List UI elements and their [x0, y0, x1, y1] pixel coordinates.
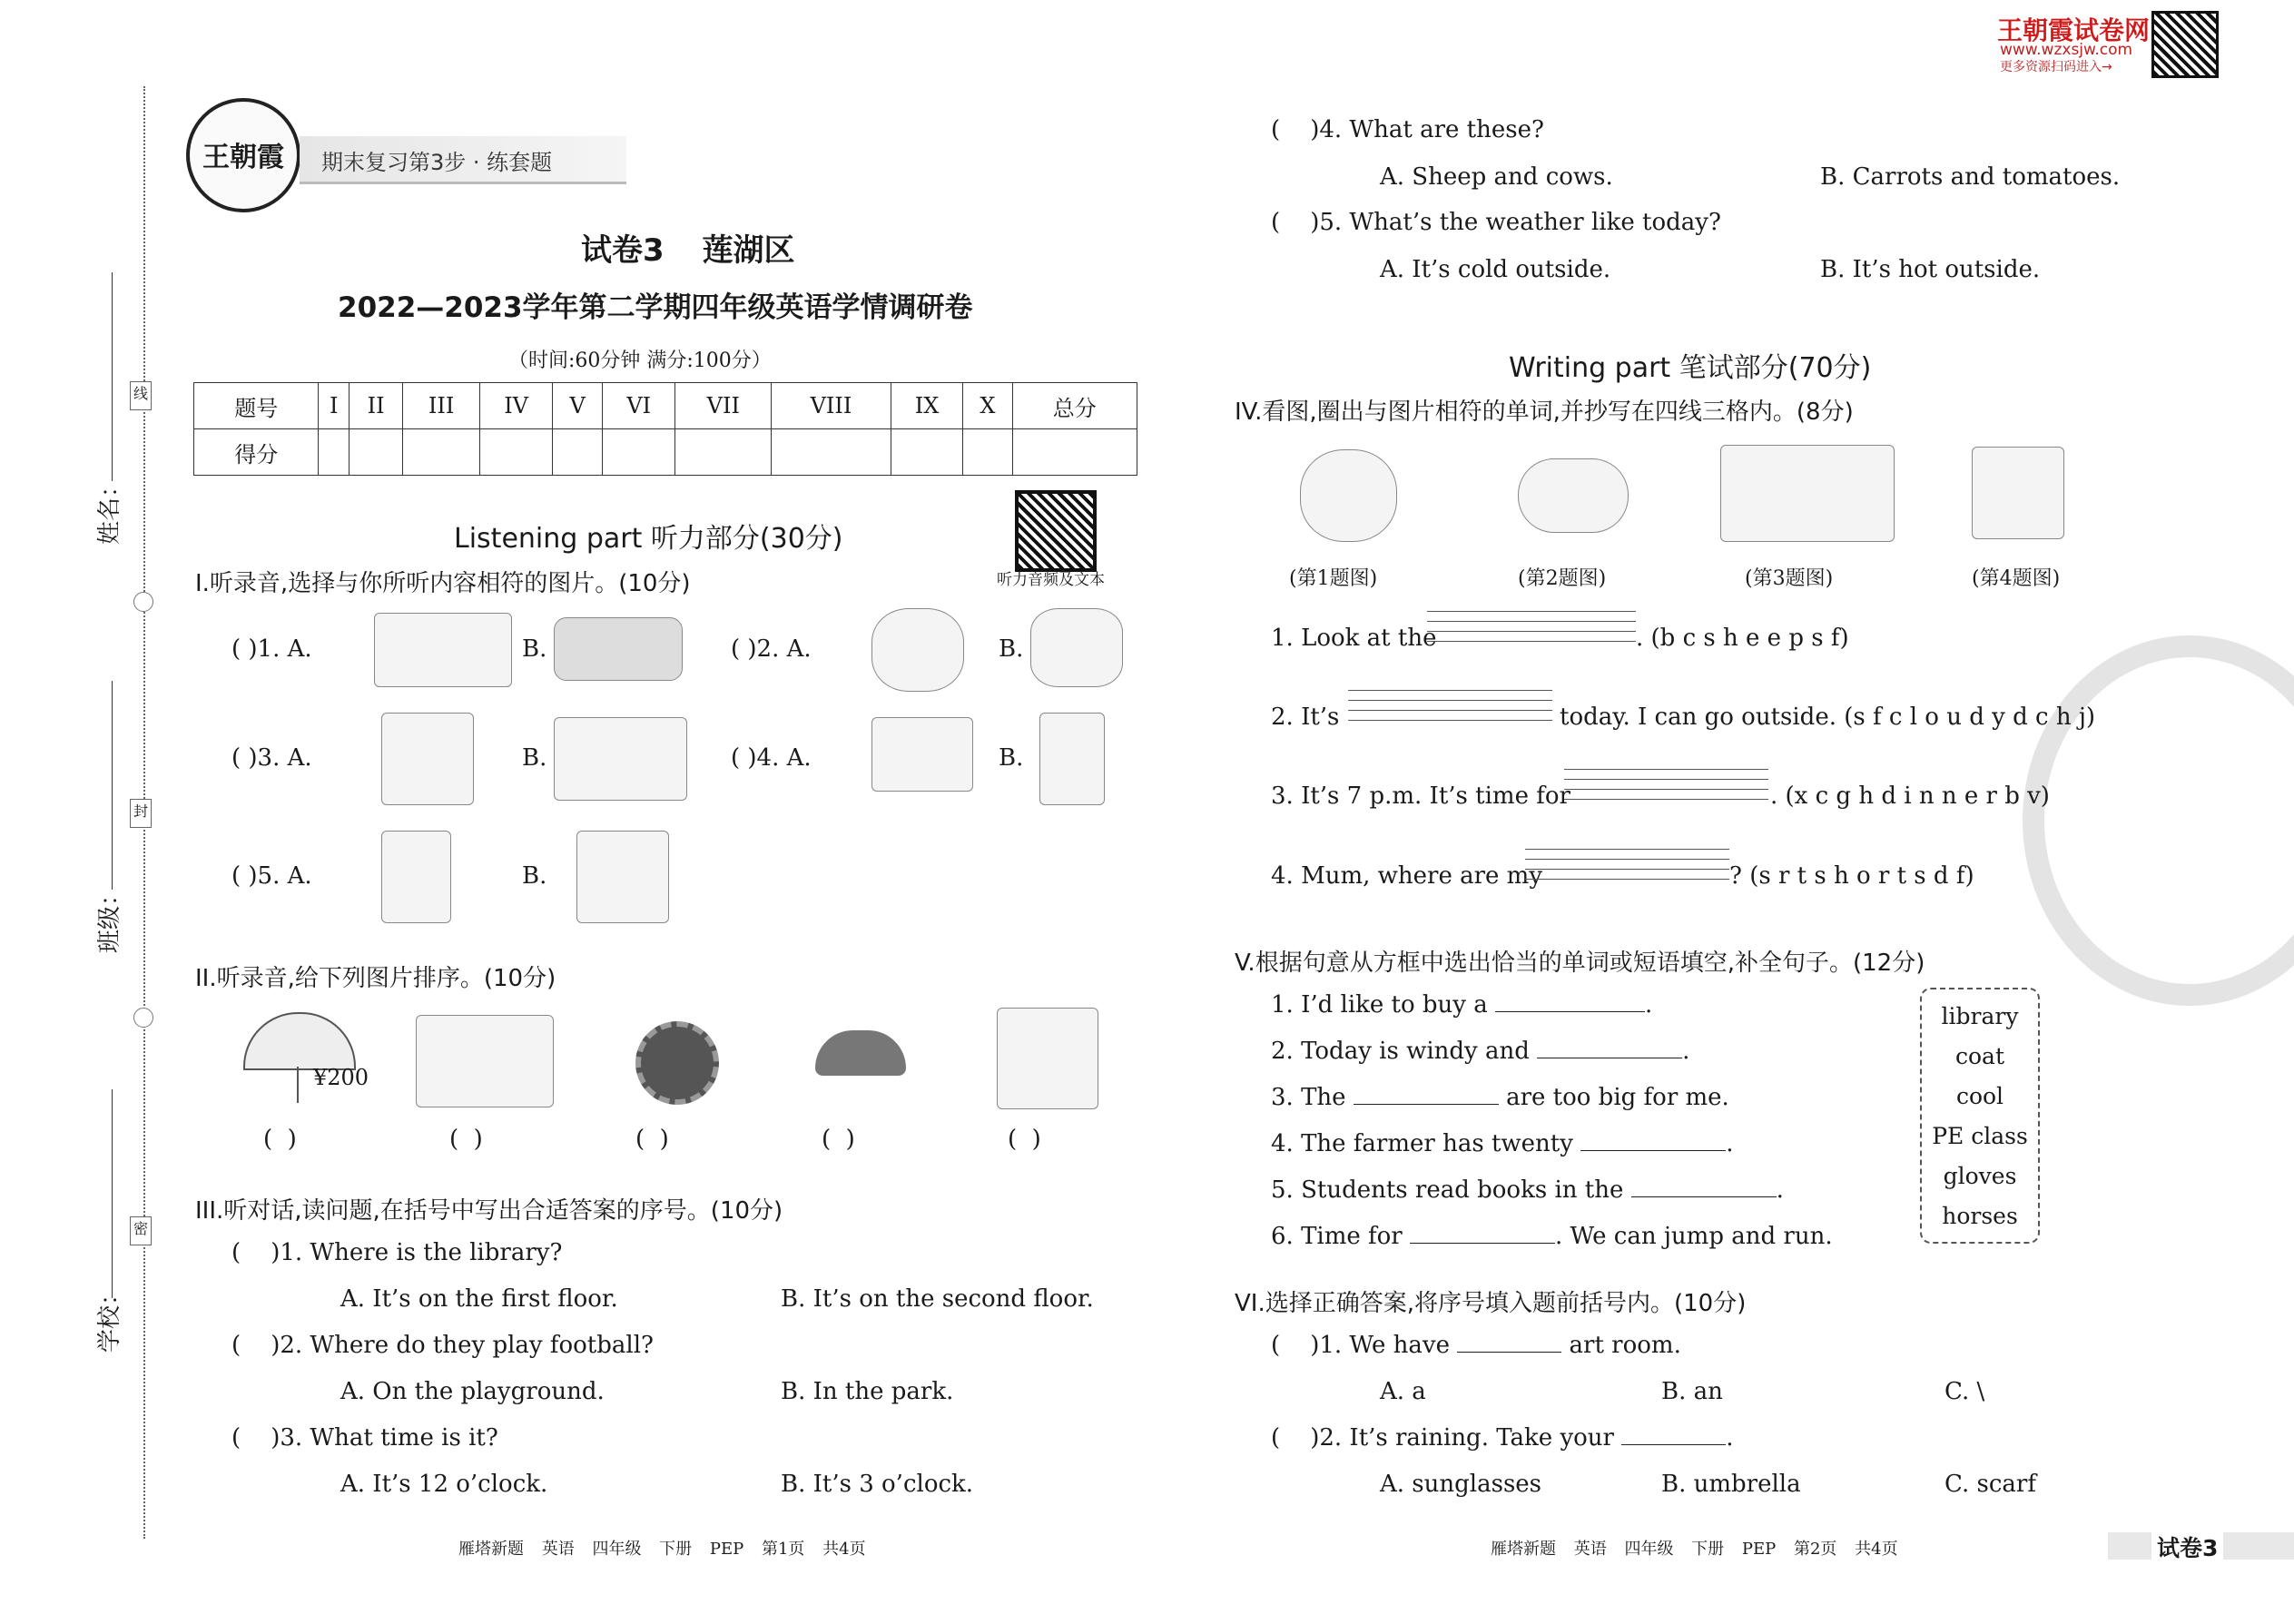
s6-q1-post: art room.	[1569, 1332, 1681, 1359]
score-header-cell: IX	[891, 383, 963, 429]
s3-q5-b: B. It’s hot outside.	[1820, 256, 2041, 283]
word-box-item: horses	[1942, 1203, 2018, 1229]
s5-item6	[1271, 1223, 1833, 1250]
word-box-item: gloves	[1943, 1163, 2017, 1189]
s5-item1-blank[interactable]	[1495, 1011, 1645, 1012]
s5-item3-blank[interactable]	[1354, 1104, 1499, 1105]
watermark-qr-icon	[2151, 11, 2219, 78]
dinner-picture	[1720, 445, 1895, 542]
sidebar-line-marker: 线	[130, 381, 152, 410]
s5-item3-pre: 3. The	[1271, 1084, 1346, 1111]
score-table	[193, 382, 1137, 476]
s4-item3-writing-lines[interactable]	[1564, 760, 1768, 800]
score-table-header-row	[194, 383, 1137, 429]
s4-item4-writing-lines[interactable]	[1525, 840, 1729, 880]
school-label: 学校：	[96, 1281, 123, 1353]
s3-q2-b: B. In the park.	[781, 1378, 954, 1405]
s5-item4	[1271, 1130, 1733, 1157]
seal-watermark	[2023, 635, 2294, 1006]
cloudy-picture	[1518, 458, 1629, 533]
socks-picture	[381, 831, 451, 923]
caption-3: (第3题图)	[1745, 567, 1834, 590]
s5-item4-blank[interactable]	[1580, 1150, 1726, 1151]
s5-item3	[1271, 1084, 1729, 1111]
s5-item1	[1271, 991, 1652, 1019]
name-field[interactable]	[112, 272, 113, 481]
s3-q4: ( )4. What are these?	[1271, 116, 1544, 143]
sheep-picture	[1300, 449, 1397, 542]
s6-q2	[1271, 1424, 1734, 1452]
score-header-cell: V	[553, 383, 603, 429]
word-box-item: library	[1941, 1003, 2019, 1029]
s1-item4-label: ( )4. A.	[731, 744, 812, 772]
score-header-cell: VII	[675, 383, 772, 429]
s2-bracket-3[interactable]: ( )	[635, 1126, 669, 1153]
s5-item5-post: .	[1776, 1176, 1784, 1204]
score-header-cell: 题号	[194, 383, 319, 429]
s3-q1-b: B. It’s on the second floor.	[781, 1285, 1094, 1313]
s3-q4-a: A. Sheep and cows.	[1380, 163, 1613, 191]
s6-q2-b: B. umbrella	[1661, 1471, 1801, 1498]
s2-bracket-2[interactable]: ( )	[449, 1126, 483, 1153]
s3-q3-a: A. It’s 12 o’clock.	[340, 1471, 548, 1498]
s1-item2-label: ( )2. A.	[731, 635, 812, 663]
s1-item5-label: ( )5. A.	[231, 862, 312, 890]
s4-item1-pre: 1. Look at the	[1271, 625, 1437, 652]
sidebar-circle-1	[133, 592, 153, 612]
footer-tag: 试卷3	[2151, 1530, 2223, 1563]
hens-picture	[997, 1008, 1098, 1109]
brand-logo-text: 王朝霞	[202, 142, 284, 173]
section-5-title: V.根据句意从方框中选出恰当的单词或短语填空,补全句子。(12分)	[1235, 950, 1925, 977]
s3-q4-b: B. Carrots and tomatoes.	[1820, 163, 2121, 191]
footer-right: 雁塔新题 英语 四年级 下册 PEP 第2页 共4页	[1491, 1540, 1898, 1559]
s4-item4-pre: 4. Mum, where are my	[1271, 862, 1543, 890]
score-header-cell: 总分	[1012, 383, 1137, 429]
s5-item2-post: .	[1682, 1038, 1690, 1065]
s6-q1-blank[interactable]	[1457, 1352, 1561, 1353]
exam-title: 试卷3 莲湖区	[581, 232, 795, 269]
score-cell[interactable]	[603, 429, 675, 476]
section-1-title: I.听录音,选择与你所听内容相符的图片。(10分)	[195, 570, 691, 597]
s3-q1: ( )1. Where is the library?	[231, 1239, 563, 1266]
s6-q2-a: A. sunglasses	[1380, 1471, 1542, 1498]
score-cell[interactable]	[963, 429, 1012, 476]
s3-q5-a: A. It’s cold outside.	[1380, 256, 1611, 283]
score-header-cell: X	[963, 383, 1012, 429]
store-picture	[416, 1015, 554, 1107]
s6-q2-post: .	[1726, 1424, 1734, 1452]
umbrella-price: ¥200	[313, 1065, 369, 1090]
score-cell[interactable]	[403, 429, 480, 476]
score-cell[interactable]	[891, 429, 963, 476]
score-cell[interactable]	[675, 429, 772, 476]
s2-bracket-5[interactable]: ( )	[1008, 1126, 1041, 1153]
s5-item2	[1271, 1038, 1689, 1065]
watermark-brand: 王朝霞试卷网	[1997, 15, 2151, 45]
tagline-banner	[300, 136, 626, 184]
hat-picture	[815, 1030, 906, 1076]
score-cell[interactable]	[1012, 429, 1137, 476]
score-table-score-row	[194, 429, 1137, 476]
s4-item2-post: today. I can go outside. (s f c l o u d y d c h j)	[1560, 704, 2096, 731]
s1-item3-label: ( )3. A.	[231, 744, 312, 772]
s4-item3-post: . (x c g h d i n n e r b v)	[1770, 782, 2050, 810]
s6-q1-pre: ( )1. We have	[1271, 1332, 1450, 1359]
caption-2: (第2题图)	[1518, 567, 1607, 590]
sack-picture	[1030, 608, 1123, 687]
s1-item4-b: B.	[999, 744, 1024, 772]
class-field[interactable]	[112, 681, 113, 890]
s5-item5-pre: 5. Students read books in the	[1271, 1176, 1624, 1204]
sidebar-seal-marker: 封	[130, 799, 152, 828]
scarf-picture	[1039, 713, 1105, 805]
score-cell[interactable]	[319, 429, 350, 476]
s5-item4-post: .	[1726, 1130, 1734, 1157]
word-box-item: PE class	[1932, 1123, 2028, 1149]
score-cell[interactable]	[772, 429, 891, 476]
score-header-cell: II	[350, 383, 403, 429]
footer-left: 雁塔新题 英语 四年级 下册 PEP 第1页 共4页	[458, 1540, 866, 1559]
watermark-tip: 更多资源扫码进入→	[2000, 60, 2112, 74]
s3-q3: ( )3. What time is it?	[231, 1424, 498, 1452]
s5-item5-blank[interactable]	[1631, 1196, 1777, 1197]
s5-item6-post: . We can jump and run.	[1555, 1223, 1833, 1250]
sun-picture	[635, 1021, 719, 1105]
s5-item3-post: are too big for me.	[1506, 1084, 1729, 1111]
snow-house-picture	[554, 717, 687, 801]
score-row-label: 得分	[194, 429, 319, 476]
carrots-basket-picture	[871, 608, 964, 692]
s5-item6-blank[interactable]	[1410, 1243, 1555, 1244]
s6-q2-pre: ( )2. It’s raining. Take your	[1271, 1424, 1614, 1452]
s3-q1-a: A. It’s on the first floor.	[340, 1285, 618, 1313]
office-picture	[374, 613, 512, 687]
class-label: 班级：	[96, 881, 123, 953]
score-header-cell: VI	[603, 383, 675, 429]
sweater-picture	[871, 717, 973, 792]
exam-subtitle: 2022—2023学年第二学期四年级英语学情调研卷	[338, 291, 973, 324]
word-box	[1920, 988, 2040, 1244]
s6-q2-blank[interactable]	[1621, 1444, 1726, 1445]
s4-item2-pre: 2. It’s	[1271, 704, 1340, 731]
sneakers-picture	[576, 831, 669, 923]
score-cell[interactable]	[350, 429, 403, 476]
time-note: （时间:60分钟 满分:100分）	[508, 349, 772, 372]
section-2-title: II.听录音,给下列图片排序。(10分)	[195, 965, 556, 992]
s5-item1-post: .	[1645, 991, 1653, 1019]
score-header-cell: VIII	[772, 383, 891, 429]
school-field[interactable]	[112, 1089, 113, 1298]
s6-q1	[1271, 1332, 1681, 1359]
watermark-url: www.wzxsjw.com	[2000, 41, 2133, 59]
s6-q1-c: C. \	[1944, 1378, 1985, 1405]
s4-item1-post: . (b c s h e e p s f)	[1636, 625, 1849, 652]
s3-q5: ( )5. What’s the weather like today?	[1271, 209, 1721, 236]
umbrella-handle	[297, 1067, 299, 1103]
s4-item2-writing-lines[interactable]	[1348, 681, 1552, 721]
window-boy-picture	[381, 713, 474, 805]
s5-item1-pre: 1. I’d like to buy a	[1271, 991, 1488, 1019]
s6-q2-c: C. scarf	[1944, 1471, 2036, 1498]
tray-picture	[554, 617, 683, 681]
score-cell[interactable]	[553, 429, 603, 476]
writing-heading: Writing part 笔试部分(70分)	[1509, 352, 1872, 384]
name-label: 姓名：	[96, 473, 123, 545]
word-box-item: cool	[1955, 1083, 2004, 1109]
sidebar-secret-marker: 密	[130, 1216, 152, 1245]
score-cell[interactable]	[479, 429, 552, 476]
s5-item6-pre: 6. Time for	[1271, 1223, 1403, 1250]
score-header-cell: IV	[479, 383, 552, 429]
s3-q2: ( )2. Where do they play football?	[231, 1332, 654, 1359]
caption-4: (第4题图)	[1972, 567, 2061, 590]
brand-logo	[186, 98, 300, 212]
shorts-picture	[1972, 447, 2064, 539]
s2-bracket-1[interactable]: ( )	[263, 1126, 297, 1153]
s5-item2-pre: 2. Today is windy and	[1271, 1038, 1530, 1065]
s1-item1-label: ( )1. A.	[231, 635, 312, 663]
s1-item1-b: B.	[522, 635, 547, 663]
sidebar-circle-2	[133, 1008, 153, 1028]
word-box-item: coat	[1954, 1043, 2004, 1069]
s5-item4-pre: 4. The farmer has twenty	[1271, 1130, 1573, 1157]
listening-heading: Listening part 听力部分(30分)	[454, 523, 843, 555]
s6-q1-a: A. a	[1380, 1378, 1426, 1405]
tagline-text: 期末复习第3步 · 练套题	[321, 150, 553, 175]
s1-item2-b: B.	[999, 635, 1024, 663]
caption-1: (第1题图)	[1289, 567, 1378, 590]
s1-item5-b: B.	[522, 862, 547, 890]
s6-q1-b: B. an	[1661, 1378, 1723, 1405]
section-4-title: IV.看图,圈出与图片相符的单词,并抄写在四线三格内。(8分)	[1235, 399, 1854, 426]
qr-code-icon	[1015, 490, 1097, 572]
s4-item4-post: ? (s r t s h o r t s d f)	[1729, 862, 1974, 890]
section-3-title: III.听对话,读问题,在括号中写出合适答案的序号。(10分)	[195, 1197, 783, 1225]
s2-bracket-4[interactable]: ( )	[822, 1126, 855, 1153]
score-header-cell: III	[403, 383, 480, 429]
s3-q2-a: A. On the playground.	[340, 1378, 605, 1405]
s3-q3-b: B. It’s 3 o’clock.	[781, 1471, 974, 1498]
umbrella-picture	[243, 1012, 356, 1070]
s4-item3-pre: 3. It’s 7 p.m. It’s time for	[1271, 782, 1570, 810]
section-6-title: VI.选择正确答案,将序号填入题前括号内。(10分)	[1235, 1290, 1747, 1317]
qr-caption: 听力音频及文本	[997, 571, 1105, 589]
s5-item5	[1271, 1176, 1784, 1204]
s1-item3-b: B.	[522, 744, 547, 772]
score-header-cell: I	[319, 383, 350, 429]
s4-item1-writing-lines[interactable]	[1427, 602, 1636, 642]
